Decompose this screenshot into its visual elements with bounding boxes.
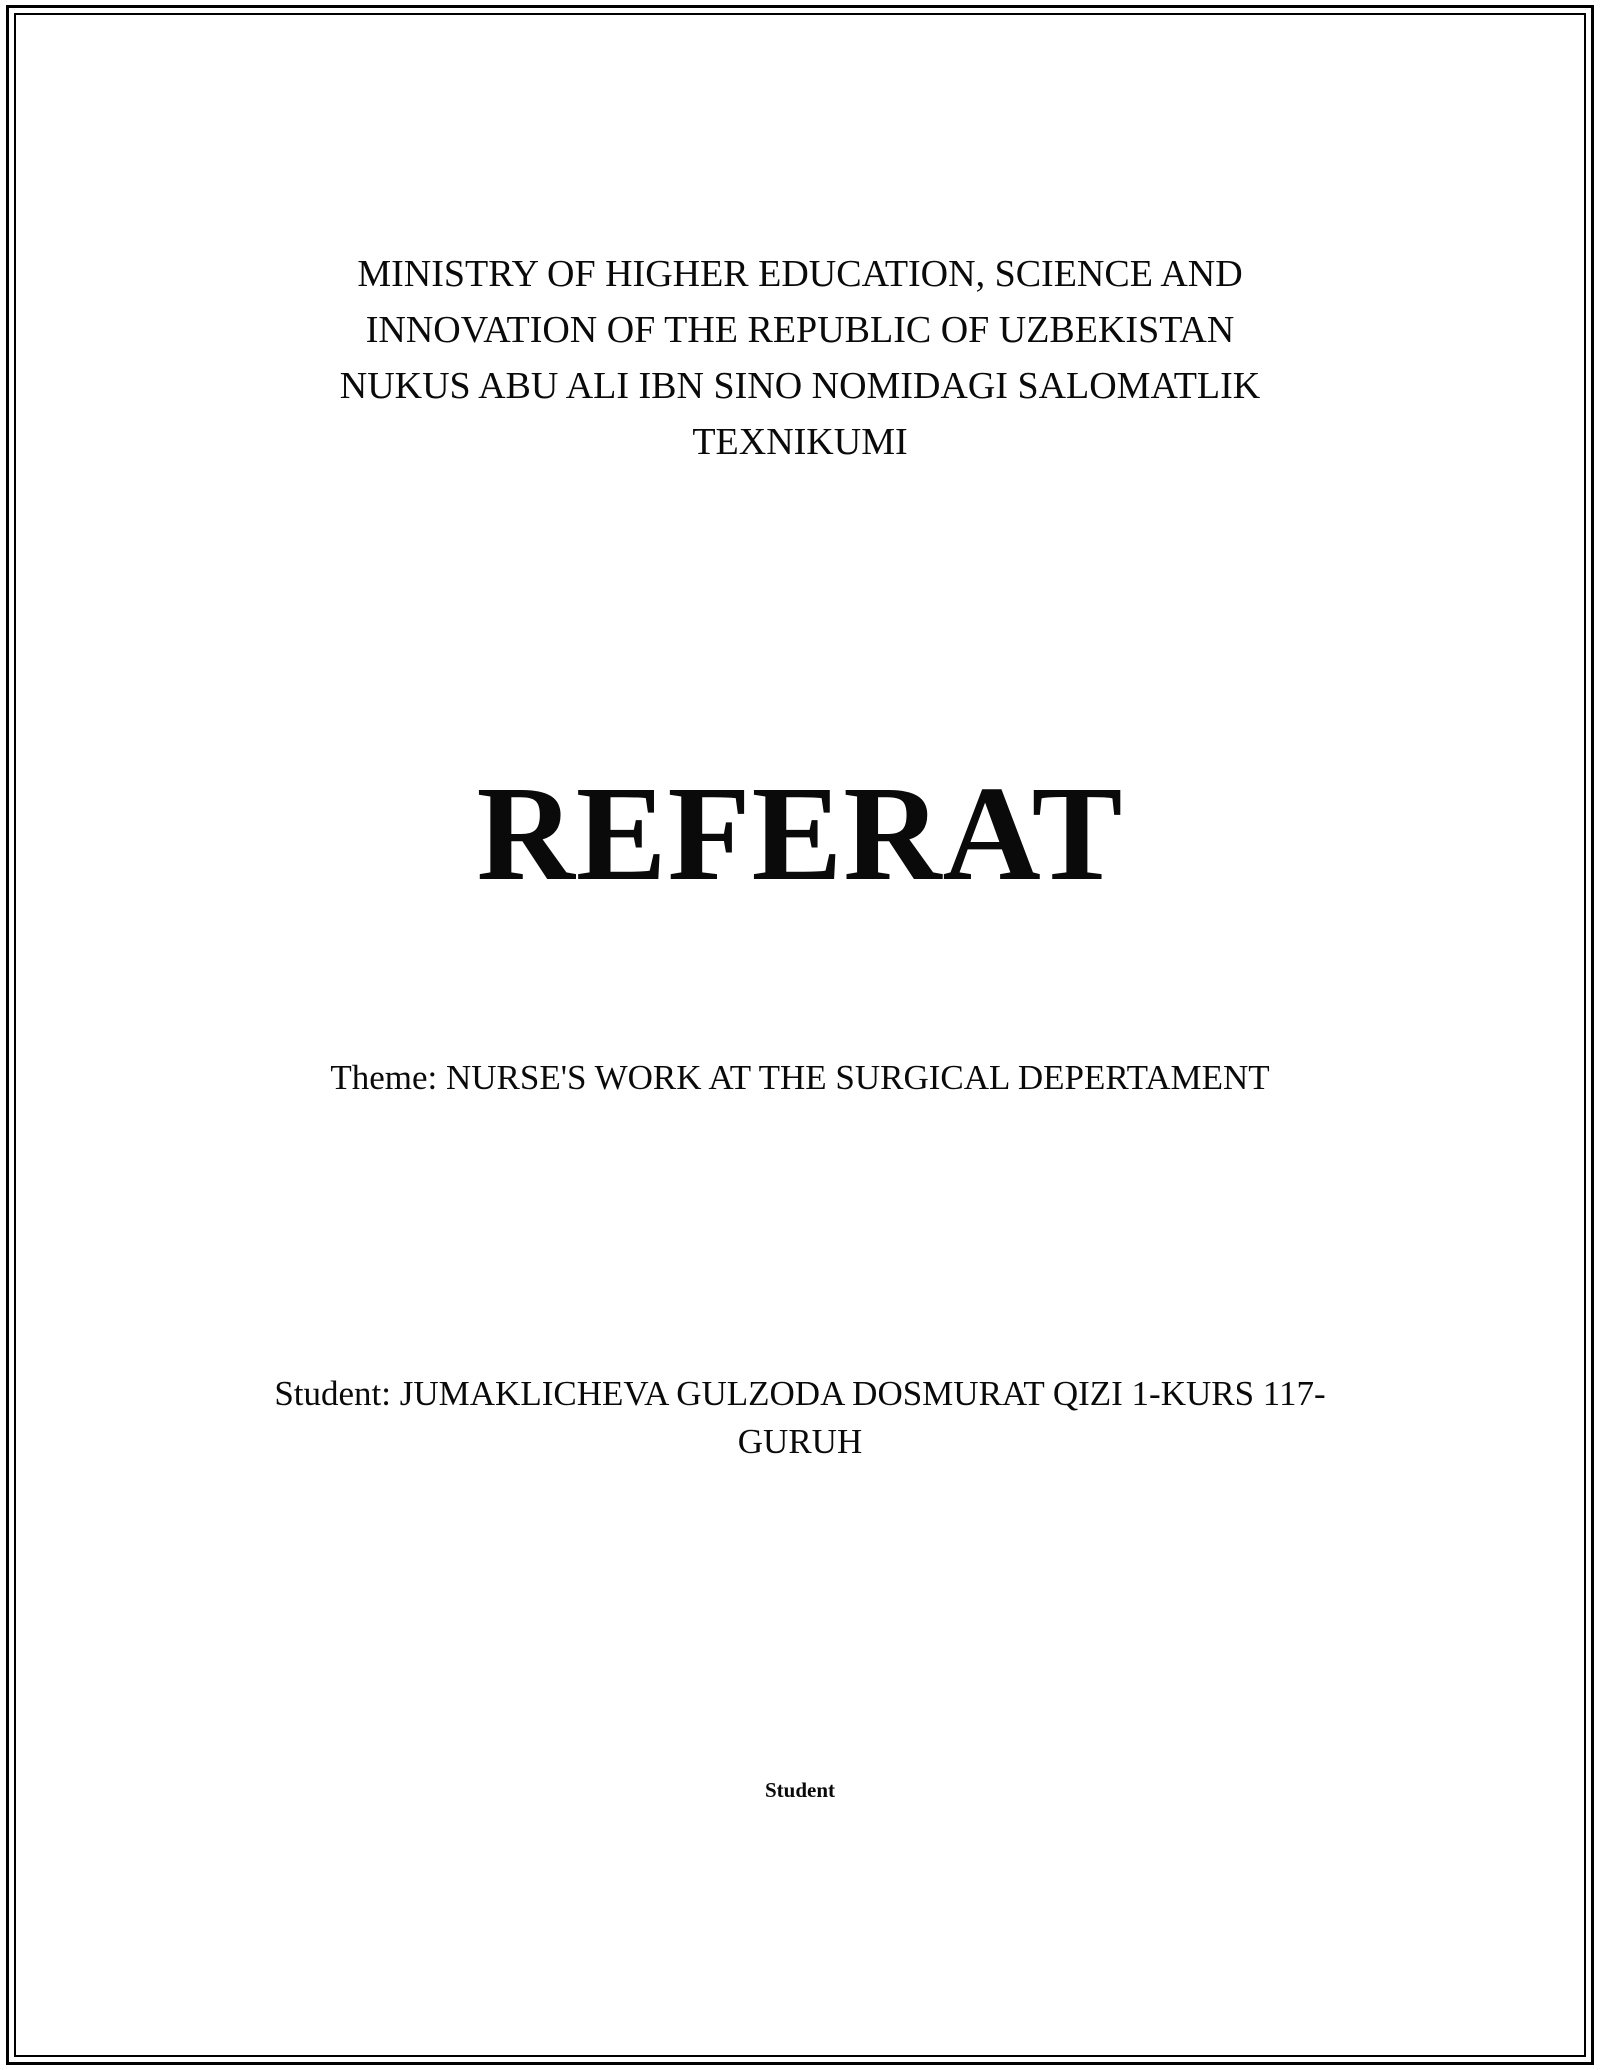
student-info xyxy=(0,1370,1600,1466)
student-info-line: GURUH xyxy=(737,1422,863,1461)
institution-header-line: NUKUS ABU ALI IBN SINO NOMIDAGI SALOMATLIK xyxy=(339,365,1261,407)
theme-line: Theme: NURSE'S WORK AT THE SURGICAL DEPERTAMENT xyxy=(330,1058,1270,1097)
student-footer-label: Student xyxy=(764,1778,836,1802)
institution-header-line: TEXNIKUMI xyxy=(692,421,908,463)
institution-header xyxy=(0,246,1600,470)
student-info-line: Student: JUMAKLICHEVA GULZODA DOSMURAT QIZI 1-KURS 117- xyxy=(274,1374,1326,1413)
institution-header-line: MINISTRY OF HIGHER EDUCATION, SCIENCE AND xyxy=(357,253,1243,295)
document-title: REFERAT xyxy=(476,759,1124,909)
institution-header-line: INNOVATION OF THE REPUBLIC OF UZBEKISTAN xyxy=(365,309,1235,351)
